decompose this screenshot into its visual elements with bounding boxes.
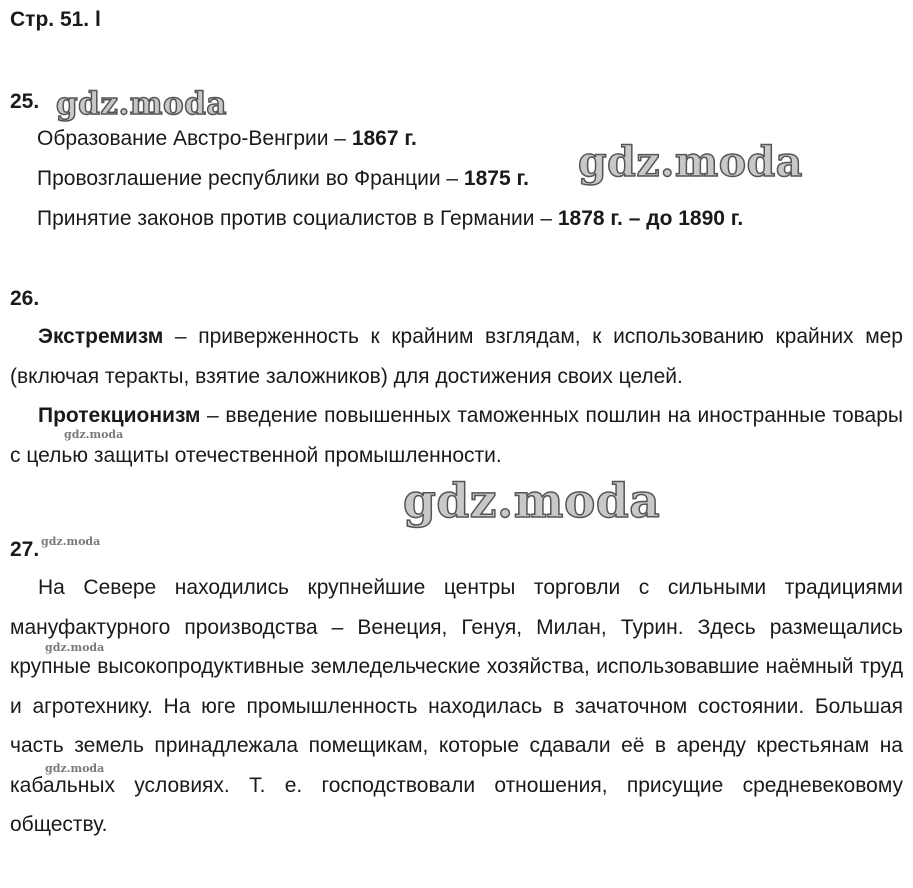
page-title: Стр. 51. l	[10, 8, 101, 31]
q25-row-date: 1875 г.	[463, 167, 529, 190]
term: Экстремизм	[38, 325, 164, 348]
watermark: gdz.moda	[45, 762, 105, 775]
q25-row-text: Образование Австро-Венгрии –	[37, 127, 352, 150]
question-number-27: 27.	[10, 538, 40, 561]
watermark: gdz.moda	[41, 535, 101, 548]
watermark: gdz.moda	[64, 428, 124, 441]
definition-text: – введение повышенных таможенных пошлин на иностранные товары с целью защиты отечественной промышленности.	[10, 404, 903, 467]
watermark: gdz.moda	[578, 138, 803, 186]
q25-row	[37, 127, 417, 151]
watermark: gdz.moda	[45, 641, 105, 654]
q25-row	[37, 167, 529, 191]
q25-row-date: 1878 г. – до 1890 г.	[557, 207, 744, 230]
q25-row	[37, 207, 743, 231]
watermark: gdz.moda	[403, 474, 661, 529]
question-number-25: 25.	[10, 90, 40, 113]
definition-text: – приверженность к крайним взглядам, к использованию крайних мер (включая теракты, взятие заложников) для достижения своих целей.	[10, 325, 903, 388]
q25-row-date: 1867 г.	[351, 127, 417, 150]
q25-row-text: Принятие законов против социалистов в Германии –	[37, 207, 558, 230]
watermark: gdz.moda	[56, 86, 227, 122]
q25-row-text: Провозглашение республики во Франции –	[37, 167, 464, 190]
definition-paragraph	[10, 317, 903, 396]
answer-paragraph: На Севере находились крупнейшие центры торговли с сильными традициями мануфактурного производства – Венеция, Генуя, Милан, Турин. Здесь размещались крупные высокопродуктивные земледельческие хозяйства, использовавшие наёмный труд и агротехнику. На юге промышленность находилась в зачаточном состоянии. Большая часть земель принадлежала помещикам, которые сдавали её в аренду крестьянам на кабальных условиях. Т. е. господствовали отношения, присущие средневековому обществу.	[10, 576, 903, 836]
question-number-26: 26.	[10, 287, 40, 310]
term: Протекционизм	[38, 404, 201, 427]
definition-paragraph	[10, 396, 903, 475]
